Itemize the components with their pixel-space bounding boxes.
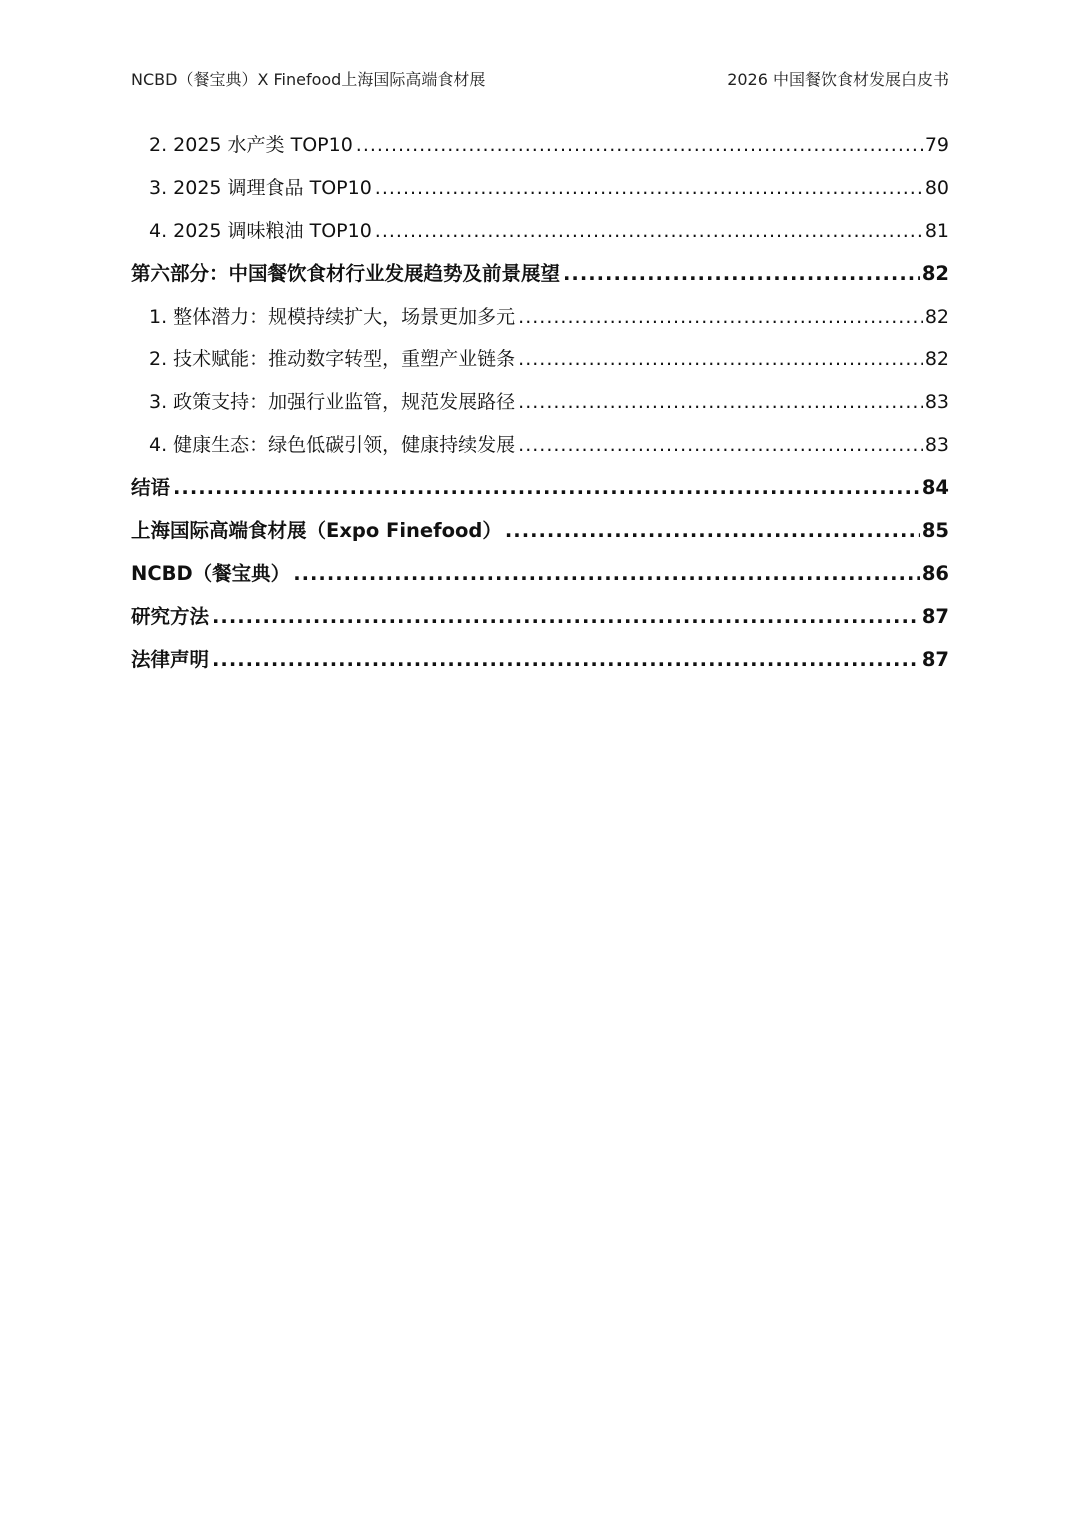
toc-entry-title: 4. 2025 调味粮油 TOP10 [149,219,372,242]
table-of-contents [131,124,949,682]
toc-entry-page: 80 [924,176,949,199]
toc-entry-page: 83 [924,391,949,414]
toc-entry-page: 84 [921,476,949,500]
toc-dot-leader [375,167,923,210]
toc-entry-page: 86 [921,561,949,585]
toc-section-entry[interactable] [131,467,949,510]
toc-entry[interactable] [131,296,949,339]
toc-dot-leader [518,424,923,467]
toc-section-entry[interactable] [131,553,949,596]
toc-dot-leader [375,210,923,253]
toc-entry-title: 研究方法 [131,604,210,628]
toc-dot-leader [212,639,920,682]
toc-entry-page: 85 [921,519,949,543]
toc-entry[interactable] [131,167,949,210]
toc-entry-title: 3. 2025 调理食品 TOP10 [149,176,372,199]
toc-section-entry[interactable] [131,510,949,553]
toc-entry-page: 83 [924,434,949,457]
toc-dot-leader [356,124,923,167]
toc-entry-page: 79 [924,134,949,156]
toc-entry-title: NCBD（餐宝典） [131,561,291,585]
toc-entry-page: 87 [921,604,949,628]
page-header [131,64,949,92]
toc-entry-title: 法律声明 [131,647,210,671]
toc-entry-title: 4. 健康生态：绿色低碳引领，健康持续发展 [149,434,516,457]
toc-entry-page: 87 [921,647,949,671]
toc-entry[interactable] [131,381,949,424]
toc-dot-leader [518,296,923,339]
toc-dot-leader [293,553,920,596]
toc-entry-title: 3. 政策支持：加强行业监管，规范发展路径 [149,391,516,414]
toc-entry-title: 第六部分：中国餐饮食材行业发展趋势及前景展望 [131,261,561,285]
toc-dot-leader [505,510,920,553]
toc-entry-page: 82 [924,348,949,371]
toc-entry[interactable] [131,424,949,467]
toc-entry-page: 82 [924,305,949,328]
toc-entry-page: 82 [921,261,949,285]
toc-dot-leader [212,596,920,639]
header-left-text: NCBD（餐宝典）X Finefood上海国际高端食材展 [131,69,486,89]
toc-entry-title: 2. 技术赋能：推动数字转型，重塑产业链条 [149,348,516,371]
toc-section-entry[interactable] [131,596,949,639]
toc-entry-title: 1. 整体潜力：规模持续扩大，场景更加多元 [149,305,516,328]
toc-entry-page: 81 [924,219,949,242]
toc-entry-title: 2. 2025 水产类 TOP10 [149,134,353,156]
toc-entry[interactable] [131,210,949,253]
toc-dot-leader [518,338,923,381]
toc-entry[interactable] [131,338,949,381]
toc-section-entry[interactable] [131,639,949,682]
toc-dot-leader [518,381,923,424]
header-right-text: 2026 中国餐饮食材发展白皮书 [727,69,949,89]
toc-entry-title: 上海国际高端食材展（Expo Finefood） [131,519,502,543]
toc-dot-leader [173,467,920,510]
toc-dot-leader [563,253,920,296]
toc-section-entry[interactable] [131,253,949,296]
toc-entry-title: 结语 [131,476,171,500]
toc-entry[interactable] [131,124,949,167]
